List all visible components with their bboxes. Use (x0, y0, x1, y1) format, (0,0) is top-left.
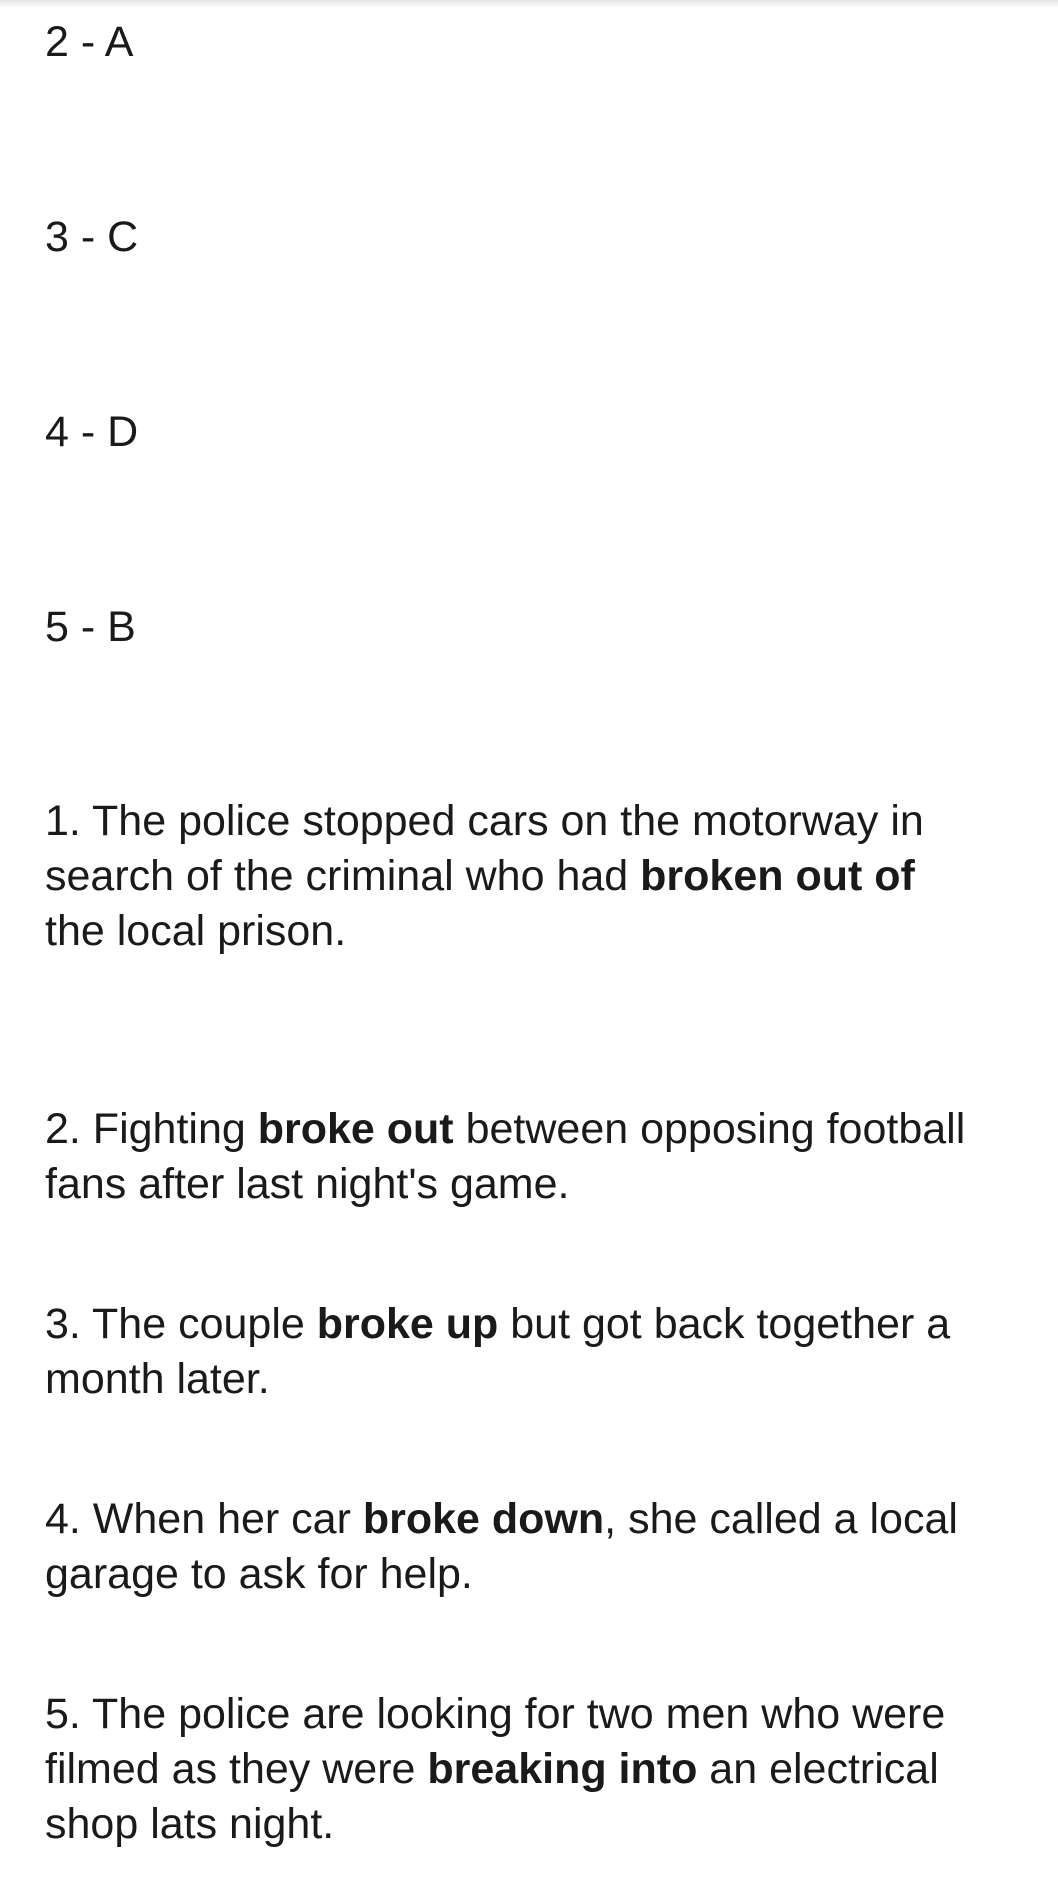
sentence-5 (45, 1687, 1035, 1852)
sentence-3 (45, 1297, 1035, 1407)
answer-line-2: 2 - A (45, 18, 134, 66)
sentence-5-after: an electrical shop lats night. (45, 1745, 939, 1848)
sentence-2-after: between opposing football fans after last night's game. (45, 1105, 966, 1208)
sentence-2-before: 2. Fighting (45, 1105, 258, 1153)
sentence-4-phrasal-verb: broke down (362, 1495, 605, 1543)
answer-line-3: 3 - C (45, 213, 139, 261)
sentence-3-phrasal-verb: broke up (316, 1300, 499, 1348)
answer-line-4: 4 - D (45, 408, 139, 456)
answer-line-5: 5 - B (45, 603, 136, 651)
sentence-2-phrasal-verb: broke out (257, 1105, 454, 1153)
sentence-1-before: 1. The police stopped cars on the motorway in search of the criminal who had (45, 797, 924, 900)
sentence-2 (45, 1102, 1035, 1212)
sentence-5-phrasal-verb: breaking into (427, 1745, 698, 1793)
sentence-3-after: but got back together a month later. (45, 1300, 951, 1403)
sentence-4 (45, 1492, 1035, 1602)
sentence-1 (45, 794, 1035, 959)
sentence-5-before: 5. The police are looking for two men who were filmed as they were (45, 1690, 946, 1793)
sentence-1-after: the local prison. (45, 907, 347, 955)
sentence-3-before: 3. The couple (45, 1300, 317, 1348)
sentence-4-after: , she called a local garage to ask for help. (45, 1495, 958, 1598)
top-edge-shadow (0, 0, 1058, 8)
sentence-1-phrasal-verb: broken out of (640, 852, 915, 900)
sentence-4-before: 4. When her car (45, 1495, 363, 1543)
